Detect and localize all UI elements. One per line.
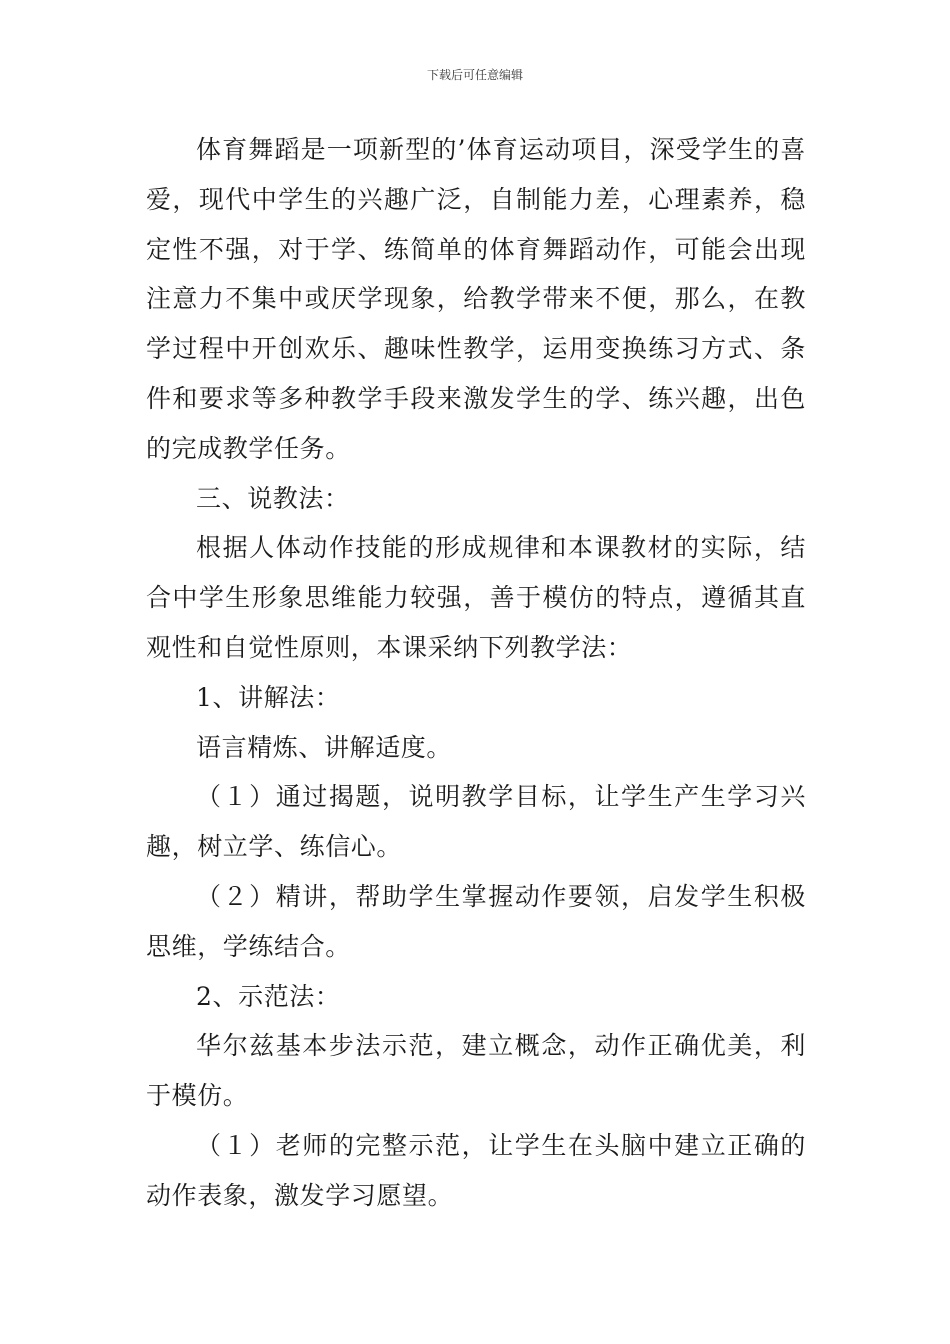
section-heading-teaching-methods: 三、说教法：: [196, 483, 350, 513]
paragraph-explanation-summary: 语言精炼、讲解适度。: [196, 732, 453, 762]
paragraph-intro: 体育舞蹈是一项新型的’体育运动项目，深受学生的喜爱，现代中学生的兴趣广泛，自制能力差，心理素养，稳定性不强，对于学、练简单的体育舞蹈动作，可能会出现注意力不集中或厌学现象，给教学带来不便，那么，在教学过程中开创欢乐、趣味性教学，运用变换练习方式、条件和要求等多种教学手段来激发学生的学、练兴趣，出色的完成教学任务。: [146, 135, 806, 463]
list-item-explanation-1: （１）通过揭题，说明教学目标，让学生产生学习兴趣，树立学、练信心。: [146, 782, 806, 862]
list-item-demonstration-1: （１）老师的完整示范，让学生在头脑中建立正确的动作表象，激发学习愿望。: [146, 1130, 806, 1210]
subheading-demonstration-method: 2、示范法：: [196, 981, 341, 1011]
subheading-explanation-method: 1、讲解法：: [196, 682, 341, 712]
document-body: [146, 125, 806, 1221]
page-header: 下载后可任意编辑: [426, 68, 523, 82]
paragraph-methods-overview: 根据人体动作技能的形成规律和本课教材的实际，结合中学生形象思维能力较强，善于模仿的特点，遵循其直观性和自觉性原则，本课采纳下列教学法：: [146, 533, 806, 662]
paragraph-demonstration-summary: 华尔兹基本步法示范，建立概念，动作正确优美，利于模仿。: [146, 1031, 806, 1111]
list-item-explanation-2: （２）精讲，帮助学生掌握动作要领，启发学生积极思维，学练结合。: [146, 881, 806, 961]
